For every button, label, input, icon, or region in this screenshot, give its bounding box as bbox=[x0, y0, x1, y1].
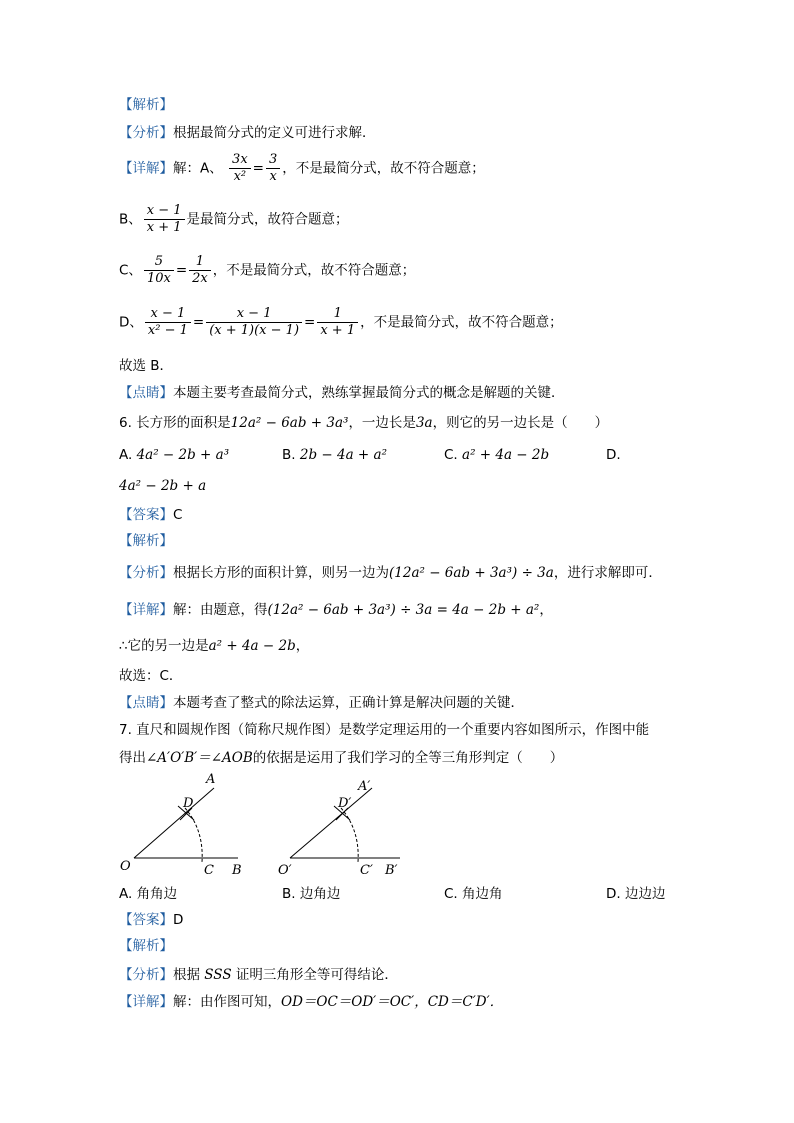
q6-option-d-label[interactable]: D. bbox=[606, 447, 621, 463]
q5-b-fraction: $\frac{x - 1}{x + 1}$ bbox=[144, 203, 185, 236]
q5-d-fraction-3: $\frac{1}{x + 1}$ bbox=[317, 306, 358, 339]
q5-xiangjie-tag: 【详解】 bbox=[119, 160, 173, 177]
q7-answer-line bbox=[119, 911, 183, 929]
q7-xiangjie-tag: 【详解】 bbox=[119, 994, 173, 1010]
q7-stem-line-2 bbox=[119, 749, 563, 767]
label-b-prime: B′ bbox=[385, 863, 398, 878]
q5-a-fraction-2: $\frac{3}{x}$ bbox=[266, 152, 280, 185]
q5-dianjing-text: 本题主要考查最简分式，熟练掌握最简分式的概念是解题的关键． bbox=[173, 385, 565, 401]
q5-d-suffix: ，不是最简分式，故不符合题意； bbox=[360, 314, 563, 331]
label-o: O bbox=[120, 859, 131, 874]
q6-stem-expr: 12a² − 6ab + 3a³ bbox=[230, 415, 349, 431]
q7-option-a[interactable]: A. 角角边 bbox=[119, 886, 178, 902]
q7-fenxi-sss: SSS bbox=[204, 967, 232, 983]
q6-dianjing-line bbox=[119, 694, 524, 712]
q7-fenxi-b: 证明三角形全等可得结论． bbox=[235, 967, 398, 983]
q6-stem-b: ，一边长是 bbox=[348, 415, 416, 431]
q6-xiangjie-tag: 【详解】 bbox=[119, 602, 173, 618]
q6-stem bbox=[119, 414, 608, 432]
q6-dianjing-text: 本题考查了整式的除法运算，正确计算是解决问题的关键． bbox=[173, 695, 524, 711]
q6-xiangjie-line bbox=[119, 601, 553, 619]
q6-jiexi-heading bbox=[119, 532, 173, 550]
q7-jiexi-tag: 【解析】 bbox=[119, 938, 173, 954]
q5-d-fraction-1: $\frac{x - 1}{\text{x² − 1}}$ bbox=[145, 306, 191, 339]
q7-fenxi-line bbox=[119, 966, 398, 984]
label-o-prime: O′ bbox=[278, 863, 292, 878]
q5-jiexi-heading bbox=[119, 96, 173, 114]
q5-d-prefix: D、 bbox=[119, 314, 143, 331]
q5-choice: 故选 B． bbox=[119, 358, 174, 374]
q6-option-b[interactable]: B. 2b − 4a + a² bbox=[282, 447, 387, 463]
q5-xiangjie-intro: 解：A、 bbox=[173, 160, 223, 177]
q5-d-fraction-2: $\frac{x - 1}{(x + 1)(x - 1)}$ bbox=[206, 306, 302, 339]
q5-fenxi-tag: 【分析】 bbox=[119, 125, 173, 141]
label-d-prime: D′ bbox=[338, 796, 352, 811]
q6-xiangjie-b: ， bbox=[539, 602, 553, 618]
label-b: B bbox=[232, 863, 242, 878]
q6-fenxi-line bbox=[119, 564, 662, 582]
q7-answer-tag: 【答案】 bbox=[119, 912, 173, 928]
label-c-prime: C′ bbox=[360, 863, 373, 878]
q6-dianjing-tag: 【点睛】 bbox=[119, 695, 173, 711]
q7-stem-expr: ∠A′O′B′＝∠AOB bbox=[146, 750, 253, 766]
q6-fenxi-expr: (12a² − 6ab + 3a³) ÷ 3a bbox=[389, 565, 554, 581]
q7-fenxi-a: 根据 bbox=[173, 967, 200, 983]
dashed-arc bbox=[185, 808, 202, 862]
q5-a-fraction-1: $\frac{3x}{\text{x²}}$ bbox=[229, 152, 251, 185]
q6-therefore-expr: a² + 4a − 2b bbox=[208, 638, 296, 654]
q5-b-prefix: B、 bbox=[119, 211, 142, 228]
q6-option-a[interactable]: A. 4a² − 2b + a³ bbox=[119, 447, 230, 463]
q5-fenxi-line bbox=[119, 124, 376, 142]
q5-c-suffix: ，不是最简分式，故不符合题意； bbox=[212, 262, 416, 279]
q7-stem-line-1: 7. 直尺和圆规作图（简称尺规作图）是数学定理运用的一个重要内容如图所示，作图中能 bbox=[119, 722, 650, 738]
q6-therefore-a: ∴它的另一边是 bbox=[119, 638, 209, 654]
q7-option-c[interactable]: C. 角边角 bbox=[444, 886, 503, 902]
q7-xiangjie-expr: OD＝OC＝OD′＝OC′，CD＝C′D′． bbox=[281, 994, 504, 1010]
q6-xiangjie-a: 解：由题意，得 bbox=[173, 602, 268, 618]
q5-line-c: C、 $\frac{5}{10x}$ = $\frac{1}{2x}$ ，不是最简分式，故不符合题意； bbox=[119, 254, 416, 286]
q5-b-suffix: 是最简分式，故符合题意； bbox=[186, 211, 349, 228]
q6-fenxi-tag: 【分析】 bbox=[119, 565, 173, 581]
q6-jiexi-tag: 【解析】 bbox=[119, 533, 173, 549]
q5-line-b bbox=[119, 203, 349, 236]
q6-answer-tag: 【答案】 bbox=[119, 507, 173, 523]
q5-c-fraction-1: $\frac{5}{10x}$ bbox=[144, 254, 174, 287]
q6-therefore-b: ， bbox=[295, 638, 310, 654]
q6-answer: C bbox=[173, 507, 183, 523]
q6-option-c[interactable]: C. a² + 4a − 2b bbox=[444, 447, 550, 463]
q5-jiexi-tag: 【解析】 bbox=[119, 97, 173, 113]
q5-a-suffix: ，不是最简分式，故不符合题意； bbox=[282, 160, 485, 177]
q7-fenxi-tag: 【分析】 bbox=[119, 967, 173, 983]
q5-fenxi-text: 根据最简分式的定义可进行求解． bbox=[173, 125, 376, 141]
q7-answer: D bbox=[173, 912, 184, 928]
q7-xiangjie-a: 解：由作图可知， bbox=[173, 994, 281, 1010]
q6-fenxi-b: ，进行求解即可． bbox=[553, 565, 662, 581]
q5-line-d: D、 $\frac{x - 1}{\text{x² − 1}}$ = $\frac{x - 1}{(x + 1)(x - 1)}$ = $\frac{1}{x + 1}$ ，不是最简分式，故不符合题意； bbox=[119, 306, 563, 338]
q6-stem-c: ，则它的另一边长是（ ） bbox=[432, 415, 609, 431]
label-d: D bbox=[183, 796, 194, 811]
q7-xiangjie-line bbox=[119, 993, 503, 1011]
label-a: A bbox=[206, 772, 216, 787]
q6-xiangjie-expr: (12a² − 6ab + 3a³) ÷ 3a = 4a − 2b + a² bbox=[267, 602, 540, 618]
dashed-arc-prime bbox=[341, 808, 358, 862]
q5-dianjing-tag: 【点睛】 bbox=[119, 385, 173, 401]
q6-answer-line bbox=[119, 506, 182, 524]
q6-option-d-expr[interactable]: 4a² − 2b + a bbox=[119, 478, 207, 494]
q6-fenxi-a: 根据长方形的面积计算，则另一边为 bbox=[173, 565, 389, 581]
q5-xiangjie-line-a: 【详解】解：A、 $\frac{3x}{\text{x²}}$ = $\frac{3}{x}$ ，不是最简分式，故不符合题意； bbox=[119, 152, 485, 184]
label-c: C bbox=[204, 863, 214, 878]
q7-option-b[interactable]: B. 边角边 bbox=[282, 886, 341, 902]
ray-o-prime-a-prime bbox=[290, 788, 372, 858]
q6-choice: 故选：C． bbox=[119, 668, 183, 684]
q5-c-fraction-2: $\frac{1}{2x}$ bbox=[189, 254, 211, 287]
q7-stem-line-2-a: 得出 bbox=[119, 750, 146, 766]
q7-construction-figure bbox=[110, 770, 410, 880]
q5-c-prefix: C、 bbox=[119, 262, 142, 279]
q7-jiexi-heading bbox=[119, 937, 173, 955]
q5-dianjing-line bbox=[119, 384, 565, 402]
q6-stem-side: 3a bbox=[415, 415, 433, 431]
ray-oa bbox=[134, 788, 214, 858]
label-a-prime: A′ bbox=[358, 779, 371, 794]
q7-option-d[interactable]: D. 边边边 bbox=[606, 886, 666, 902]
q7-stem-line-2-b: 的依据是运用了我们学习的全等三角形判定（ ） bbox=[252, 750, 564, 766]
q6-therefore-line bbox=[119, 637, 309, 655]
q6-stem-a: 6. 长方形的面积是 bbox=[119, 415, 231, 431]
